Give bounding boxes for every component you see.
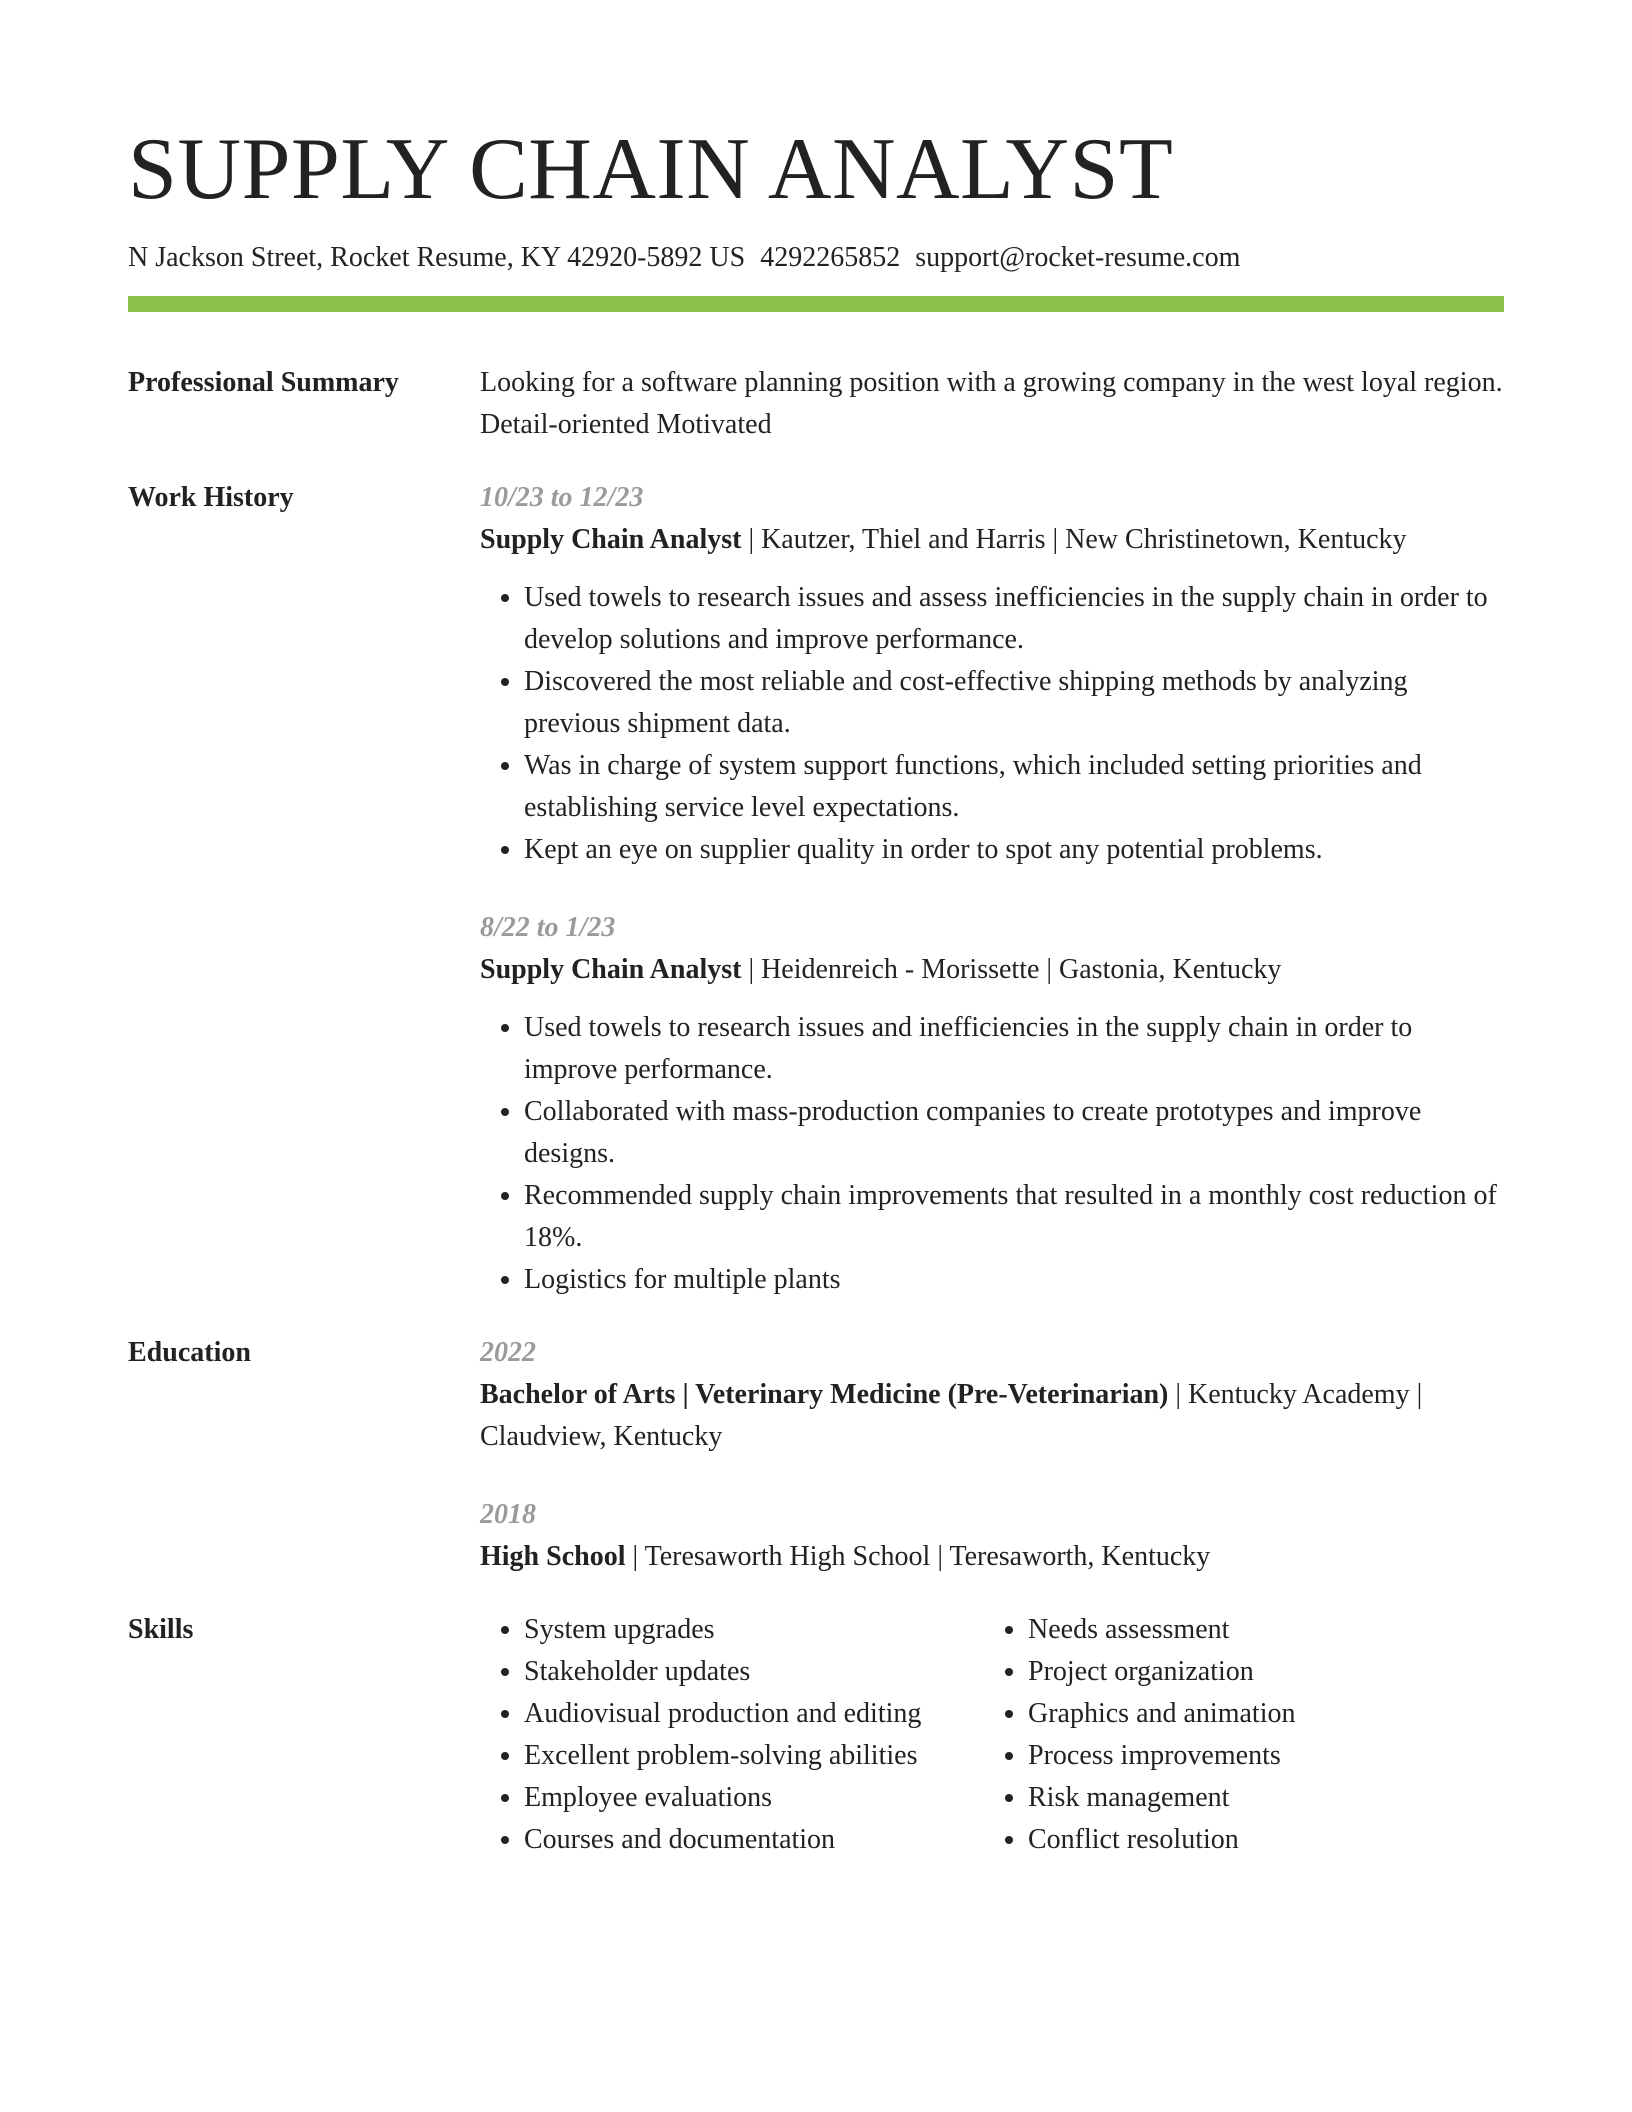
job-bullet: • Used towels to research issues and assess inefficiencies in the supply chain in order to develop solutions and improve performance. xyxy=(524,577,1504,661)
job-title-line xyxy=(480,519,1504,561)
contact-phone: 4292265852 xyxy=(760,242,901,273)
skills-body xyxy=(480,1609,1504,1861)
skills-section xyxy=(128,1609,1504,1861)
work-history-section xyxy=(128,477,1504,1301)
summary-text: Looking for a software planning position with a growing company in the west loyal region. Detail-oriented Motivated xyxy=(480,367,1503,440)
skills-column-right xyxy=(984,1609,1504,1861)
summary-section xyxy=(128,362,1504,446)
job-bullet: • Logistics for multiple plants xyxy=(524,1259,1504,1301)
job-details: | Kautzer, Thiel and Harris | New Christinetown, Kentucky xyxy=(741,524,1407,555)
education-line xyxy=(480,1374,1504,1458)
education-heading: Education xyxy=(128,1337,251,1368)
summary-heading: Professional Summary xyxy=(128,367,399,398)
education-body xyxy=(480,1332,1504,1578)
job-bullets xyxy=(480,577,1504,871)
job-bullet: • Discovered the most reliable and cost-effective shipping methods by analyzing previous shipment data. xyxy=(524,661,1504,745)
job-title: Supply Chain Analyst xyxy=(480,524,742,555)
job-bullet: • Recommended supply chain improvements that resulted in a monthly cost reduction of 18%. xyxy=(524,1175,1504,1259)
job-bullet: • Was in charge of system support functions, which included setting priorities and establishing service level expectations. xyxy=(524,745,1504,829)
skills-column-left xyxy=(480,1609,984,1861)
job-title-line xyxy=(480,949,1504,991)
education-entry xyxy=(480,1332,1504,1458)
education-degree: Bachelor of Arts | Veterinary Medicine (Pre-Veterinarian) xyxy=(480,1379,1169,1410)
skills-heading: Skills xyxy=(128,1614,194,1645)
job-details: | Heidenreich - Morissette | Gastonia, Kentucky xyxy=(741,954,1282,985)
job-title: Supply Chain Analyst xyxy=(480,954,742,985)
education-degree: High School xyxy=(480,1541,626,1572)
skill-item: • Excellent problem-solving abilities xyxy=(524,1735,984,1777)
job-bullet: • Used towels to research issues and inefficiencies in the supply chain in order to improve performance. xyxy=(524,1007,1504,1091)
contact-address: N Jackson Street, Rocket Resume, KY 42920-5892 US xyxy=(128,242,746,273)
skill-item: • Needs assessment xyxy=(1028,1609,1504,1651)
job-entry xyxy=(480,477,1504,871)
job-dates: 8/22 to 1/23 xyxy=(480,912,616,943)
education-year: 2018 xyxy=(480,1499,536,1530)
accent-divider xyxy=(128,296,1504,312)
education-entry xyxy=(480,1494,1504,1578)
education-year: 2022 xyxy=(480,1337,536,1368)
contact-line xyxy=(128,240,1504,276)
skill-item: • Audiovisual production and editing xyxy=(524,1693,984,1735)
job-bullet: • Collaborated with mass-production companies to create prototypes and improve designs. xyxy=(524,1091,1504,1175)
work-history-heading: Work History xyxy=(128,482,294,513)
resume-page xyxy=(128,118,1504,1861)
skill-item: • Conflict resolution xyxy=(1028,1819,1504,1861)
job-bullet: • Kept an eye on supplier quality in order to spot any potential problems. xyxy=(524,829,1504,871)
education-section xyxy=(128,1332,1504,1578)
education-line xyxy=(480,1536,1504,1578)
skill-item: • System upgrades xyxy=(524,1609,984,1651)
job-bullets xyxy=(480,1007,1504,1301)
skill-item: • Project organization xyxy=(1028,1651,1504,1693)
contact-email: support@rocket-resume.com xyxy=(915,242,1241,273)
education-details: | Kentucky Academy | Claudview, Kentucky xyxy=(480,1379,1423,1452)
job-entry xyxy=(480,907,1504,1301)
resume-name: SUPPLY CHAIN ANALYST xyxy=(128,121,1174,218)
skill-item: • Employee evaluations xyxy=(524,1777,984,1819)
skill-item: • Risk management xyxy=(1028,1777,1504,1819)
skill-item: • Graphics and animation xyxy=(1028,1693,1504,1735)
education-details: | Teresaworth High School | Teresaworth, Kentucky xyxy=(625,1541,1211,1572)
skill-item: • Courses and documentation xyxy=(524,1819,984,1861)
skill-item: • Process improvements xyxy=(1028,1735,1504,1777)
skill-item: • Stakeholder updates xyxy=(524,1651,984,1693)
work-history-body xyxy=(480,477,1504,1301)
job-dates: 10/23 to 12/23 xyxy=(480,482,644,513)
